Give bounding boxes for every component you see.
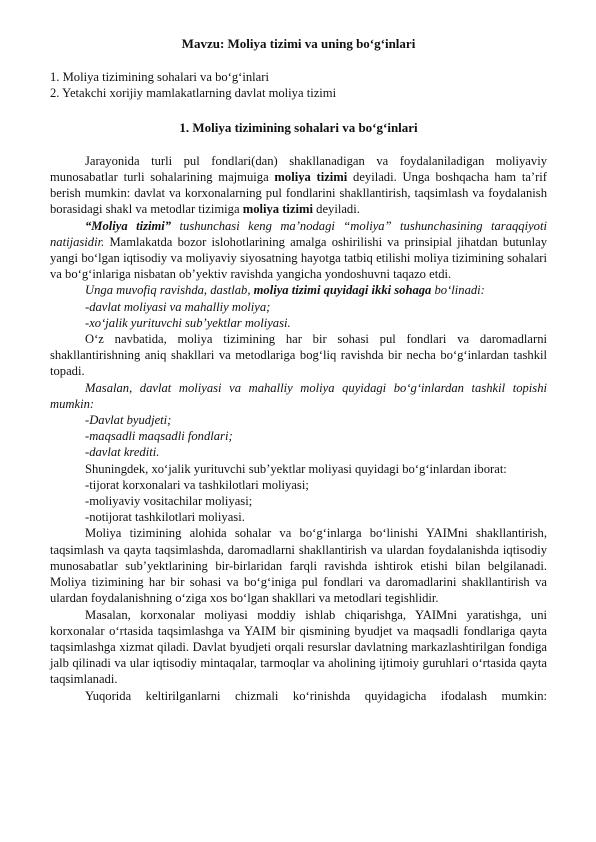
document-title: Mavzu: Moliya tizimi va uning bo‘g‘inlari bbox=[181, 36, 416, 51]
italic-run: tushunchasi keng ma’nodagi “moliya” tushunchasining taraqqiyoti natijasidir. bbox=[50, 218, 547, 249]
bold-term: moliya tizimi bbox=[242, 202, 314, 217]
text-run: deyiladi. Unga boshqacha ham ta’rif berish mumkin: davlat va korxonalarning pul fondlarini shakllantirish, taqsimlash va foydalanish borasidagi shakl va metodlar tizimiga bbox=[50, 170, 547, 217]
italic-run: bo‘linadi: bbox=[431, 283, 485, 298]
toc-item-1: 1. Moliya tizimining sohalari va bo‘g‘inlari bbox=[50, 70, 269, 85]
paragraph-concept bbox=[50, 218, 547, 283]
toc-item-2: 2. Yetakchi xorijiy mamlakatlarning davlat moliya tizimi bbox=[50, 86, 337, 101]
list-item: -maqsadli maqsadli fondlari; bbox=[85, 429, 233, 444]
bold-italic-term: moliya tizimi quyidagi ikki sohaga bbox=[253, 283, 432, 298]
bold-italic-term: “Moliya tizimi” bbox=[85, 218, 172, 233]
paragraph-example: Masalan, davlat moliyasi va mahalliy moliya quyidagi bo‘g‘inlardan tashkil topishi mumkin: bbox=[50, 380, 547, 411]
paragraph-enterprises: Masalan, korxonalar moliyasi moddiy ishlab chiqarishga, YAIMni yaratishga, uni korxonalar o‘rtasida taqsimlashga va YAIM bir qismining byudjet va maqsadli fondlariga qayta taqsimlashga xizmat qiladi. Davlat byudjeti orqali resurslar davlatning markazlashtirilgan fondiga jalb qilinadi va ular iqtisodiy mintaqalar, tarmoqlar va aholining ijtimoiy guruhlari o‘rtasida qayta taqsimlanadi. bbox=[50, 607, 547, 687]
list-item: -Davlat byudjeti; bbox=[85, 413, 172, 428]
list-item: -davlat krediti. bbox=[85, 445, 160, 460]
italic-run: Unga muvofiq ravishda, dastlab, bbox=[85, 283, 254, 298]
paragraph-links: O‘z navbatida, moliya tizimining har bir sohasi pul fondlari va daromadlarni shakllantirishning aniq shakllari va metodlariga bog‘liq ravishda bir necha bo‘g‘inlardan tashkil topadi. bbox=[50, 332, 547, 379]
paragraph-division: Moliya tizimining alohida sohalar va bo‘g‘inlarga bo‘linishi YAIMni shakllantirish, taqsimlash va qayta taqsimlashda, daromadlarni shakllantirish va ulardan foydalanishda iqtisodiy munosabatlar sub’yektlarining bir-birlaridan farqli ravishda ishtirok etishi bilan belgilanadi. Moliya tizimining har bir sohasi va bo‘g‘iniga pul fondlari va daromadlarini shakllantirish va ulardan foydalanishning o‘ziga xos bo‘lgan shakllari va metodlari tegishlidir. bbox=[50, 526, 547, 606]
bold-term: moliya tizimi bbox=[274, 170, 348, 185]
list-item: -moliyaviy vositachilar moliyasi; bbox=[85, 494, 253, 509]
list-item: -notijorat tashkilotlari moliyasi. bbox=[85, 510, 245, 525]
paragraph-two-spheres bbox=[50, 282, 547, 298]
paragraph-definition bbox=[50, 153, 547, 218]
paragraph-scheme-intro: Yuqorida keltirilganlarni chizmali ko‘rinishda quyidagicha ifodalash mumkin: bbox=[85, 688, 547, 703]
section-heading: 1. Moliya tizimining sohalari va bo‘g‘inlari bbox=[179, 119, 418, 135]
table-of-contents bbox=[50, 69, 547, 101]
list-item: -davlat moliyasi va mahalliy moliya; bbox=[85, 299, 271, 314]
text-run: Jarayonida turli pul fondlari(dan) shakllanadigan va foydalaniladigan moliyaviy munosabatlar turli sohalarining majmuiga bbox=[50, 153, 547, 185]
list-item: -xo‘jalik yurituvchi sub’yektlar moliyasi. bbox=[85, 315, 291, 330]
text-run: Mamlakatda bozor islohotlarining amalga oshirilishi va prinsipial jihatdan butunlay yangi bo‘lgan iqtisodiy va moliyaviy siyosatning hayotga tatbiq etilishi moliya tizimining sohalari va bo‘g‘inlariga nisbatan ob’yektiv ravishda yangicha yondoshuvni taqazo etdi. bbox=[50, 234, 547, 282]
paragraph-business-entities: Shuningdek, xo‘jalik yurituvchi sub’yektlar moliyasi quyidagi bo‘g‘inlardan iborat: bbox=[85, 461, 507, 476]
list-item: -tijorat korxonalari va tashkilotlari moliyasi; bbox=[85, 477, 309, 492]
text-run: deyiladi. bbox=[313, 202, 360, 217]
